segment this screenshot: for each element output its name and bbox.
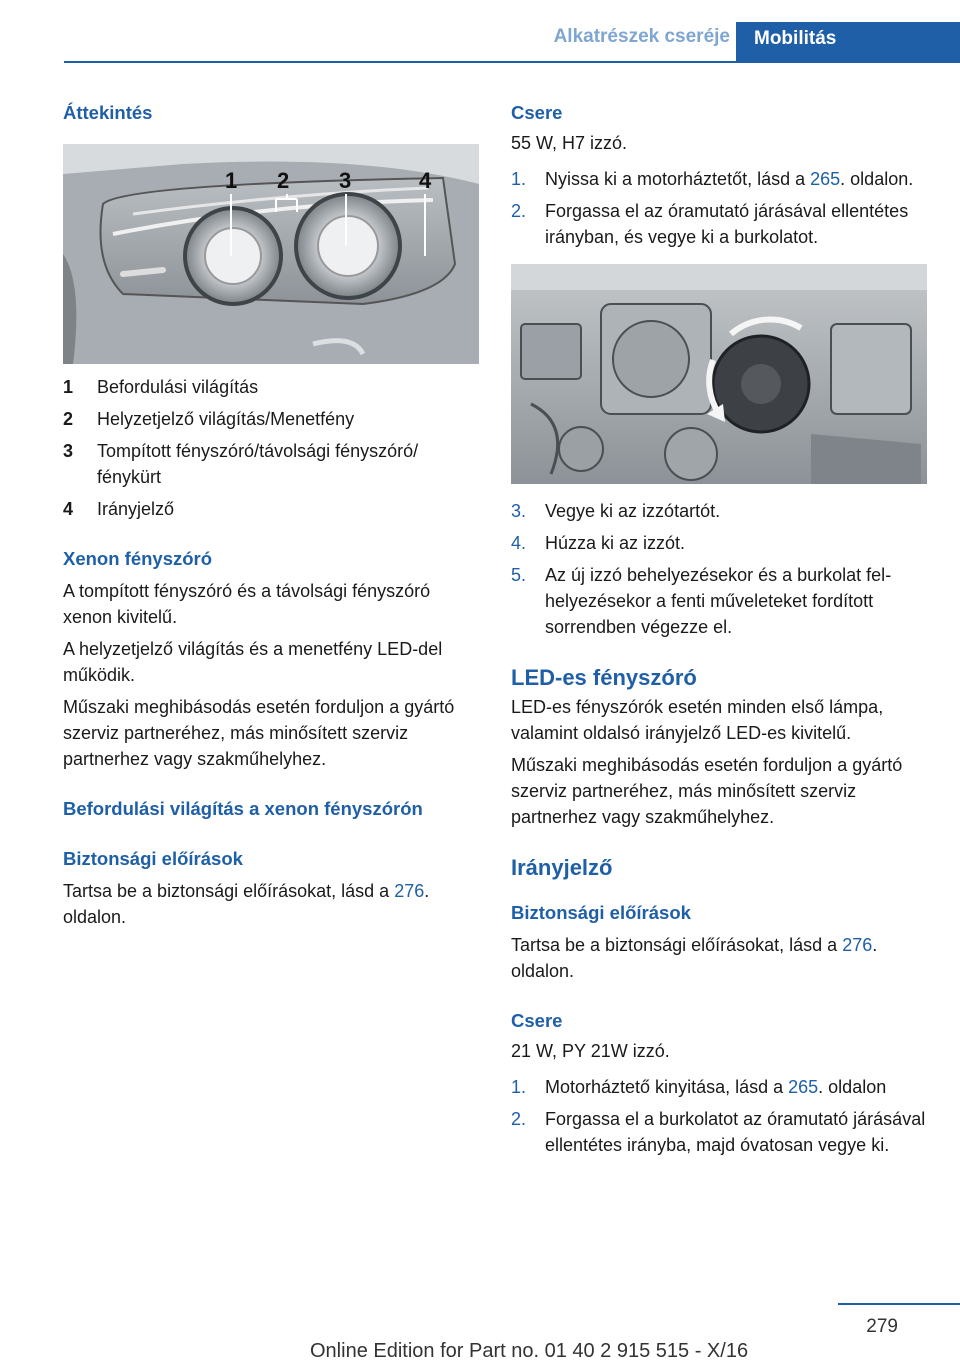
step-number: 3. — [511, 501, 527, 521]
legend-item — [63, 374, 481, 400]
figure-label-4: 4 — [419, 168, 432, 193]
step-number: 5. — [511, 565, 527, 585]
page-link-265[interactable]: 265 — [788, 1077, 819, 1097]
indicator-safety-paragraph: Tartsa be a biztonsági előírásokat, lásd a 276. oldalon. — [511, 935, 878, 981]
indicator-safety-heading: Biztonsági előírások — [511, 902, 691, 923]
edition-footer: Online Edition for Part no. 01 40 2 915 515 - X/16 — [310, 1340, 749, 1362]
legend-number: 4 — [63, 499, 74, 519]
indicator-heading: Irányjelző — [511, 855, 613, 880]
indicator-replace-heading: Csere — [511, 1010, 563, 1031]
xenon-paragraph-2: A helyzetjelző világítás és a menetfény LED-del működik. — [63, 639, 443, 685]
xenon-paragraph-3: Műszaki meghibásodás esetén forduljon a gyártó szerviz partneréhez, más minősített szerviz partnerhez vagy szakműhelyhez. — [63, 697, 455, 769]
step-item — [511, 1106, 929, 1158]
figure-label-1: 1 — [225, 168, 238, 193]
step-text: Nyissa ki a motorháztetőt, lásd a 265. oldalon. — [545, 169, 914, 189]
legend-item — [63, 406, 481, 432]
legend-text: Befordulási világítás — [97, 377, 259, 397]
engine-bay-figure — [511, 264, 927, 484]
legend-number: 3 — [63, 441, 74, 461]
xenon-heading: Xenon fényszóró — [63, 548, 213, 569]
step-item — [511, 166, 929, 192]
overview-heading: Áttekintés — [63, 102, 153, 123]
steps-list-b — [511, 498, 929, 640]
legend-number: 2 — [63, 409, 74, 429]
step-text: Az új izzó behelyezésekor és a burkolat felhelyezésekor a fenti műveleteket fordított sorrendben végezze el. — [545, 565, 892, 637]
figure-label-3: 3 — [339, 168, 352, 193]
header-chapter-tab: Mobilitás — [736, 22, 960, 62]
indicator-bulb-spec: 21 W, PY 21W izzó. — [511, 1041, 670, 1061]
left-column — [63, 100, 481, 930]
step-item — [511, 1074, 929, 1100]
step-text: Forgassa el az óramutató járásával ellentétes irányban, és vegye ki a burkolatot. — [545, 201, 909, 247]
page-link-276[interactable]: 276 — [842, 935, 873, 955]
header-rule — [64, 61, 960, 63]
figure-legend — [63, 374, 481, 522]
right-column — [511, 100, 929, 1164]
header-section-title: Alkatrészek cseréje — [553, 26, 730, 47]
step-item — [511, 498, 929, 524]
steps-list-c — [511, 1074, 929, 1158]
legend-text: Helyzetjelző világítás/Menetfény — [97, 409, 355, 429]
led-paragraph-2: Műszaki meghibásodás esetén forduljon a gyártó szerviz partneréhez, más minősített szerviz partnerhez vagy szakműhelyhez. — [511, 755, 903, 827]
step-item — [511, 562, 929, 640]
step-item — [511, 530, 929, 556]
legend-text: Irányjelző — [97, 499, 175, 519]
legend-text: Tompított fényszóró/távolsági fényszóró/ fénykürt — [97, 441, 419, 487]
xenon-paragraph-1: A tompított fényszóró és a távolsági fényszóró xenon kivitelű. — [63, 581, 431, 627]
step-number: 1. — [511, 169, 527, 189]
step-text: Húzza ki az izzót. — [545, 533, 686, 553]
headlight-overview-figure — [63, 144, 479, 364]
replace-bulb-spec: 55 W, H7 izzó. — [511, 133, 628, 153]
headlight-illustration — [63, 144, 479, 364]
step-number: 1. — [511, 1077, 527, 1097]
step-text: Forgassa el a burkolatot az óramutató járásával ellentétes irányba, majd óvatosan vegye ki. — [545, 1109, 926, 1155]
replace-heading: Csere — [511, 102, 563, 123]
legend-item — [63, 496, 481, 522]
steps-list-a — [511, 166, 929, 250]
step-number: 2. — [511, 201, 527, 221]
led-heading: LED-es fényszóró — [511, 665, 697, 690]
safety-heading: Biztonsági előírások — [63, 848, 243, 869]
legend-item — [63, 438, 481, 490]
page-link-276[interactable]: 276 — [394, 881, 425, 901]
page-link-265[interactable]: 265 — [810, 169, 841, 189]
safety-paragraph: Tartsa be a biztonsági előírásokat, lásd a 276. oldalon. — [63, 881, 430, 927]
led-paragraph-1: LED-es fényszórók esetén minden első lámpa, valamint oldalsó irányjelző LED-es kivitelű. — [511, 697, 884, 743]
step-text: Motorháztető kinyitása, lásd a 265. oldalon — [545, 1077, 887, 1097]
figure-label-2: 2 — [277, 168, 290, 193]
step-text: Vegye ki az izzótartót. — [545, 501, 721, 521]
engine-bay-illustration — [511, 264, 927, 484]
step-item — [511, 198, 929, 250]
page-header — [0, 0, 960, 62]
step-number: 2. — [511, 1109, 527, 1129]
footer-rule — [838, 1303, 960, 1305]
turning-light-heading: Befordulási világítás a xenon fényszórón — [63, 798, 423, 819]
legend-number: 1 — [63, 377, 74, 397]
page-number: 279 — [866, 1316, 898, 1337]
step-number: 4. — [511, 533, 527, 553]
